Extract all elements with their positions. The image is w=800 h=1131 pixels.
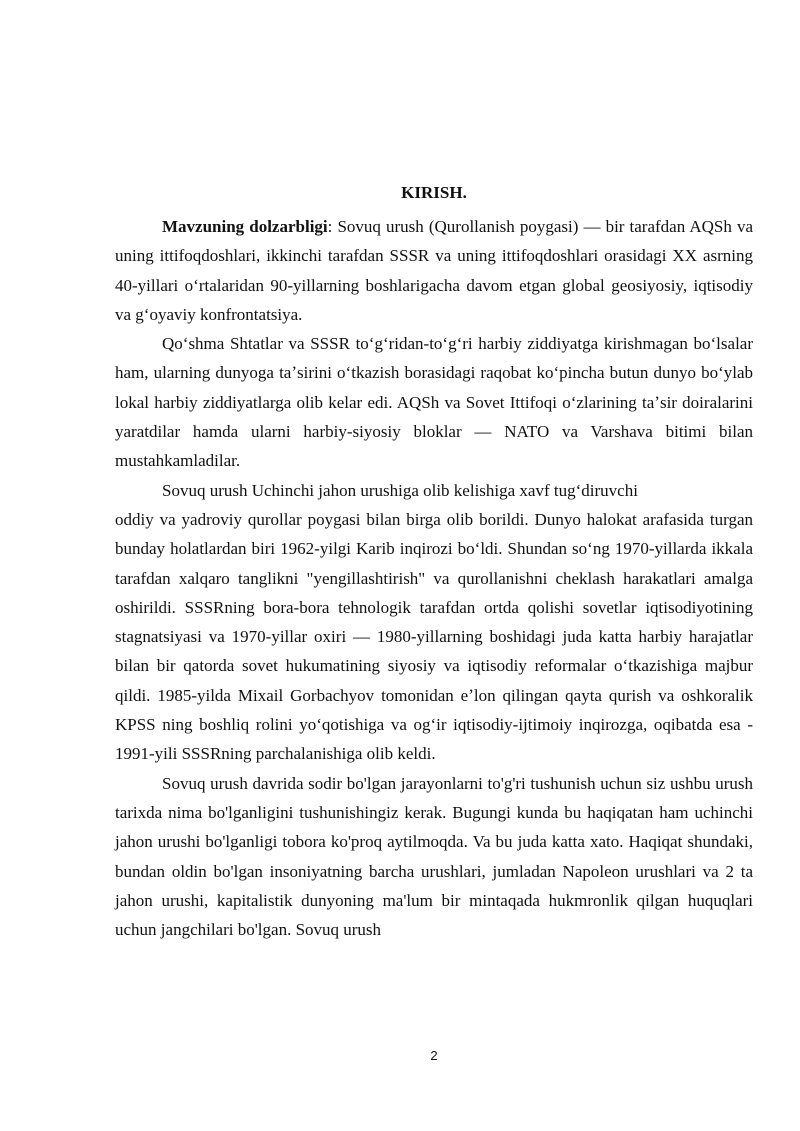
paragraph-1-text: : Sovuq urush (Qurollanish poygasi) — bir tarafdan AQSh va uning ittifoqdoshlari, ikkinchi tarafdan SSSR va uning ittifoqdoshlari orasidagi XX asrning 40-yillari oʻrtalaridan 90-yillarning boshlarigacha davom etgan global geosiyosiy, iqtisodiy va gʻoyaviy konfrontatsiya.	[115, 217, 753, 324]
paragraph-2: Qoʻshma Shtatlar va SSSR toʻgʻridan-toʻgʻri harbiy ziddiyatga kirishmagan boʻlsalar ham, ularning dunyoga taʼsirini oʻtkazish borasidagi raqobat koʻpincha butun dunyo boʻylab lokal harbiy ziddiyatlarga olib kelar edi. AQSh va Sovet Ittifoqi oʻzlarining taʼsir doiralarini yaratdilar hamda ularni harbiy-siyosiy bloklar — NATO va Varshava bitimi bilan mustahkamladilar.	[115, 334, 753, 471]
section-heading: KIRISH.	[401, 183, 467, 202]
paragraph-4: Sovuq urush davrida sodir bo'lgan jarayonlarni to'g'ri tushunish uchun siz ushbu urush tarixda nima bo'lganligini tushunishingiz kerak. Bugungi kunda bu haqiqatan ham uchinchi jahon urushi bo'lganligi tobora ko'proq aytilmoqda. Va bu juda katta xato. Haqiqat shundaki, bundan oldin bo'lgan insoniyatning barcha urushlari, jumladan Napoleon urushlari va 2 ta jahon urushi, kapitalistik dunyoning ma'lum bir mintaqada hukmronlik qilgan huquqlari uchun jangchilari bo'lgan. Sovuq urush	[115, 773, 753, 940]
page-number: 2	[430, 1048, 438, 1063]
paragraph-3: oddiy va yadroviy qurollar poygasi bilan birga olib borildi. Dunyo halokat arafasida turgan bunday holatlardan biri 1962-yilgi Karib inqirozi boʻldi. Shundan soʻng 1970-yillarda ikkala tarafdan xalqaro tanglikni "yengillashtirish" va qurollanishni cheklash harakatlari amalga oshirildi. SSSRning bora-bora tehnologik tarafdan ortda qolishi sovetlar iqtisodiyotining stagnatsiyasi va 1970-yillar oxiri — 1980-yillarning boshidagi juda katta harbiy harajatlar bilan bir qatorda sovet hukumatining siyosiy va iqtisodiy reformalar oʻtkazishiga majbur qildi. 1985-yilda Mixail Gorbachyov tomonidan eʼlon qilingan qayta qurish va oshkoralik KPSS ning boshliq rolini yoʻqotishiga va ogʻir iqtisodiy-ijtimoiy inqirozga, oqibatda esa - 1991-yili SSSRning parchalanishiga olib keldi.	[115, 509, 753, 764]
paragraph-3-first-line: Sovuq urush Uchinchi jahon urushiga olib kelishiga xavf tugʻdiruvchi	[162, 480, 638, 500]
body-text	[115, 212, 753, 944]
paragraph-lead: Mavzuning dolzarbligi	[162, 217, 328, 236]
paragraph-1	[115, 212, 753, 329]
